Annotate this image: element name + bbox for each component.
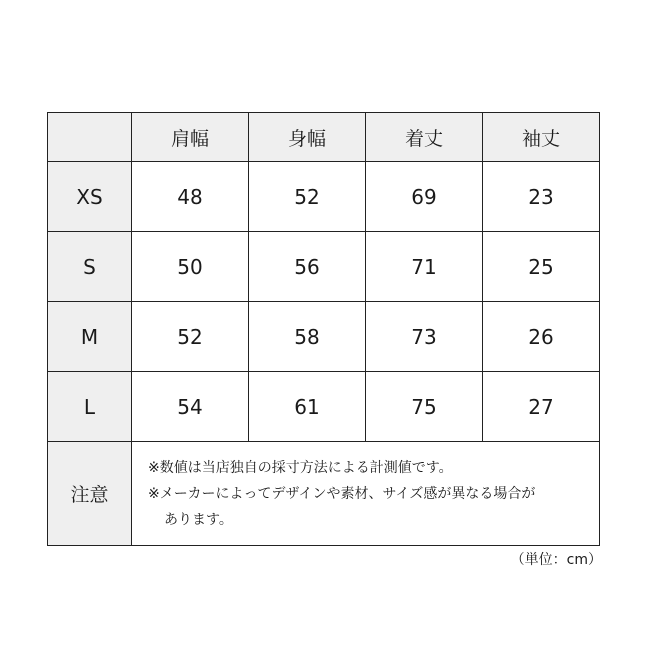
table-cell: 54 [132,372,249,442]
header-sleeve-length: 袖丈 [483,113,600,162]
table-cell: 50 [132,232,249,302]
table-cell: 56 [249,232,366,302]
table-cell: 58 [249,302,366,372]
table-cell: 48 [132,162,249,232]
notes-row [48,442,600,546]
size-label: XS [48,162,132,232]
note-line: あります。 [164,511,233,528]
note-line: ※数値は当店独自の採寸方法による計測値です。 [148,459,453,476]
table-row-s [48,232,600,302]
table-cell: 71 [366,232,483,302]
table-row-m [48,302,600,372]
table-header-row [48,113,600,162]
table-cell: 52 [249,162,366,232]
header-shoulder-width: 肩幅 [132,113,249,162]
notes-label: 注意 [48,442,132,546]
table-cell: 25 [483,232,600,302]
table-cell: 75 [366,372,483,442]
table-cell: 52 [132,302,249,372]
size-label: L [48,372,132,442]
header-body-width: 身幅 [249,113,366,162]
table-cell: 69 [366,162,483,232]
header-corner-cell [48,113,132,162]
size-label: S [48,232,132,302]
notes-cell [132,442,600,546]
table-cell: 27 [483,372,600,442]
table-row-l [48,372,600,442]
header-length: 着丈 [366,113,483,162]
table-cell: 26 [483,302,600,372]
note-line: ※メーカーによってデザインや素材、サイズ感が異なる場合が [148,485,536,502]
size-chart-table [47,112,600,546]
size-label: M [48,302,132,372]
unit-note: （単位：cm） [510,552,602,568]
table-cell: 61 [249,372,366,442]
table-cell: 73 [366,302,483,372]
table-row-xs [48,162,600,232]
table-cell: 23 [483,162,600,232]
